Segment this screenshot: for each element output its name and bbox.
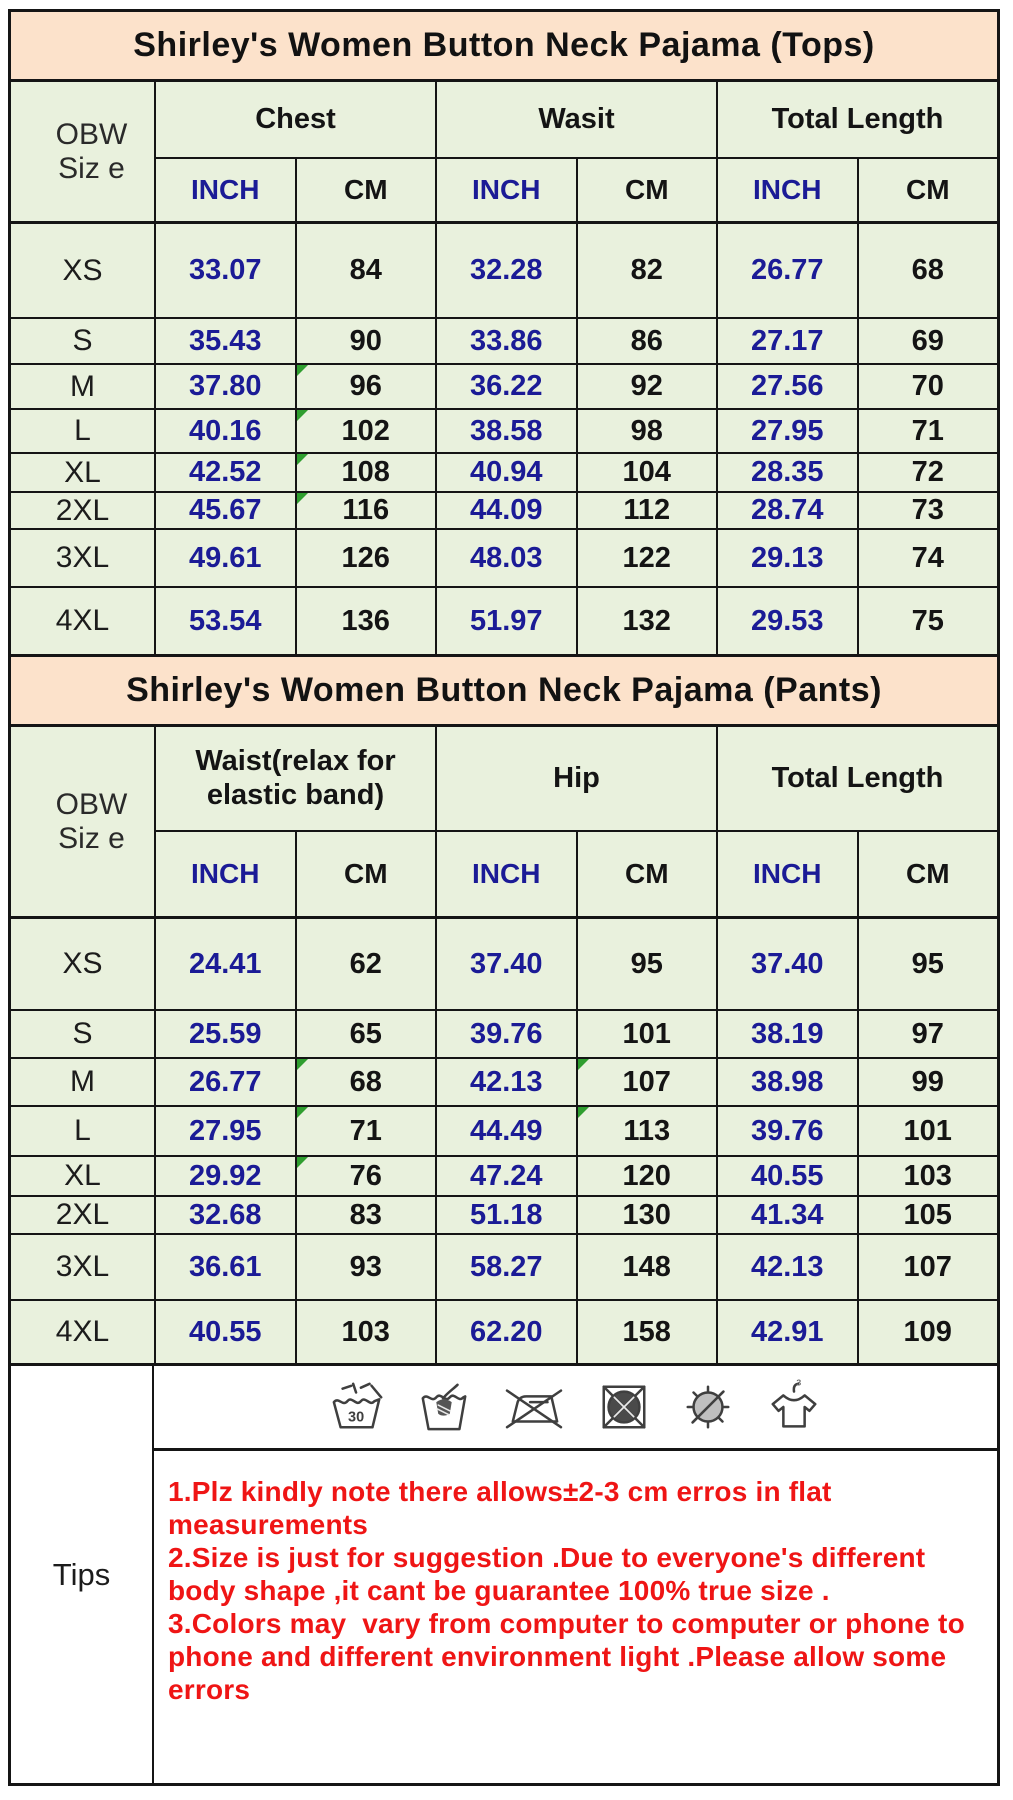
value-cell: 42.13 [435, 1059, 576, 1105]
value-cell: 44.49 [435, 1107, 576, 1155]
value-cell: 107 [857, 1235, 998, 1299]
unit-header-inch: INCH [435, 157, 576, 221]
value-cell: 122 [576, 530, 717, 586]
green-corner-flag [297, 410, 308, 421]
unit-header-cm: CM [295, 830, 436, 916]
green-corner-flag [297, 493, 308, 504]
value-cell: 73 [857, 493, 998, 528]
size-label: M [70, 1065, 95, 1098]
value-cell: 92 [576, 365, 717, 408]
unit-header-cm: CM [295, 157, 436, 221]
tips-notes [154, 1451, 997, 1783]
pants-row-2xl [11, 1197, 997, 1235]
value-cell: 107 [576, 1059, 717, 1105]
value-cell: 108 [295, 454, 436, 491]
value-cell: 58.27 [435, 1235, 576, 1299]
value-cell: 51.18 [435, 1197, 576, 1233]
value-cell: 68 [295, 1059, 436, 1105]
tips-note: 3.Colors may vary from computer to computer or phone to phone and different environment light .Please allow some errors [168, 1608, 973, 1706]
value-cell: 84 [295, 224, 436, 317]
green-corner-flag [578, 1059, 589, 1070]
tops-title: Shirley's Women Button Neck Pajama (Tops) [11, 12, 997, 82]
value-cell: 27.56 [716, 365, 857, 408]
size-chart-sheet [8, 9, 1000, 1786]
size-label: 3XL [55, 541, 110, 574]
value-cell: 38.19 [716, 1011, 857, 1057]
value-cell: 42.91 [716, 1301, 857, 1363]
hang-dry-shirt-icon [765, 1378, 823, 1436]
value-cell: 45.67 [154, 493, 295, 528]
value-cell: 53.54 [154, 588, 295, 654]
value-cell: 71 [857, 410, 998, 452]
tops-row-4xl [11, 588, 997, 657]
tops-group-waist: Wasit [435, 82, 716, 157]
value-cell: 96 [295, 365, 436, 408]
tops-group-chest: Chest [154, 82, 435, 157]
value-cell: 29.53 [716, 588, 857, 654]
pants-group-hip: Hip [435, 727, 716, 830]
size-label: XL [64, 455, 101, 489]
unit-header-cm: CM [576, 830, 717, 916]
value-cell: 27.95 [716, 410, 857, 452]
tops-header [11, 82, 997, 224]
tips-note: 1.Plz kindly note there allows±2-3 cm erros in flat measurements [168, 1476, 840, 1541]
value-cell: 42.52 [154, 454, 295, 491]
pants-group-waist: Waist(relax for elastic band) [154, 727, 435, 830]
value-cell: 33.86 [435, 319, 576, 363]
unit-header-inch: INCH [154, 157, 295, 221]
pants-row-3xl [11, 1235, 997, 1301]
value-cell: 36.22 [435, 365, 576, 408]
value-cell: 109 [857, 1301, 998, 1363]
size-header-line1: OBW [55, 787, 128, 821]
value-cell: 28.74 [716, 493, 857, 528]
size-header-line2: Siz e [58, 152, 125, 185]
value-cell: 148 [576, 1235, 717, 1299]
value-cell: 103 [295, 1301, 436, 1363]
green-corner-flag [578, 1107, 589, 1118]
size-label: 3XL [55, 1250, 110, 1283]
value-cell: 71 [295, 1107, 436, 1155]
value-cell: 48.03 [435, 530, 576, 586]
unit-header-cm: CM [857, 830, 998, 916]
value-cell: 99 [857, 1059, 998, 1105]
tops-group-total-length: Total Length [716, 82, 997, 157]
value-cell: 103 [857, 1157, 998, 1195]
value-cell: 29.13 [716, 530, 857, 586]
unit-header-inch: INCH [716, 830, 857, 916]
tips-note: 2.Size is just for suggestion .Due to everyone's different body shape ,it cant be guarantee 100% true size . [168, 1542, 934, 1607]
value-cell: 41.34 [716, 1197, 857, 1233]
size-label: S [72, 1017, 93, 1050]
value-cell: 37.40 [435, 919, 576, 1009]
value-cell: 36.61 [154, 1235, 295, 1299]
pants-row-m [11, 1059, 997, 1107]
hand-wash-basin-icon [417, 1379, 471, 1435]
tops-row-2xl [11, 493, 997, 530]
value-cell: 76 [295, 1157, 436, 1195]
value-cell: 51.97 [435, 588, 576, 654]
value-cell: 62 [295, 919, 436, 1009]
value-cell: 65 [295, 1011, 436, 1057]
unit-header-inch: INCH [435, 830, 576, 916]
pants-size-column-header [11, 727, 154, 916]
size-label: XS [62, 947, 103, 980]
green-corner-flag [297, 1059, 308, 1070]
value-cell: 86 [576, 319, 717, 363]
value-cell: 90 [295, 319, 436, 363]
pants-header [11, 727, 997, 919]
tops-row-m [11, 365, 997, 410]
value-cell: 83 [295, 1197, 436, 1233]
value-cell: 95 [857, 919, 998, 1009]
value-cell: 28.35 [716, 454, 857, 491]
value-cell: 82 [576, 224, 717, 317]
unit-header-cm: CM [576, 157, 717, 221]
value-cell: 47.24 [435, 1157, 576, 1195]
value-cell: 62.20 [435, 1301, 576, 1363]
value-cell: 97 [857, 1011, 998, 1057]
value-cell: 39.76 [716, 1107, 857, 1155]
value-cell: 40.94 [435, 454, 576, 491]
size-label: 4XL [55, 604, 110, 637]
value-cell: 33.07 [154, 224, 295, 317]
unit-header-inch: INCH [716, 157, 857, 221]
value-cell: 40.55 [716, 1157, 857, 1195]
value-cell: 104 [576, 454, 717, 491]
value-cell: 49.61 [154, 530, 295, 586]
value-cell: 95 [576, 919, 717, 1009]
value-cell: 24.41 [154, 919, 295, 1009]
value-cell: 136 [295, 588, 436, 654]
value-cell: 44.09 [435, 493, 576, 528]
value-cell: 37.80 [154, 365, 295, 408]
value-cell: 42.13 [716, 1235, 857, 1299]
value-cell: 32.28 [435, 224, 576, 317]
green-corner-flag [297, 454, 308, 465]
pants-row-4xl [11, 1301, 997, 1366]
size-label: 2XL [55, 493, 110, 527]
size-label: 4XL [55, 1315, 110, 1348]
size-label: 2XL [55, 1198, 110, 1231]
value-cell: 126 [295, 530, 436, 586]
pants-title: Shirley's Women Button Neck Pajama (Pants) [11, 657, 997, 727]
size-header-line1: OBW [55, 117, 128, 151]
value-cell: 39.76 [435, 1011, 576, 1057]
value-cell: 93 [295, 1235, 436, 1299]
value-cell: 101 [576, 1011, 717, 1057]
tops-row-xl [11, 454, 997, 493]
value-cell: 38.58 [435, 410, 576, 452]
value-cell: 105 [857, 1197, 998, 1233]
tops-row-s [11, 319, 997, 365]
value-cell: 102 [295, 410, 436, 452]
value-cell: 158 [576, 1301, 717, 1363]
value-cell: 26.77 [716, 224, 857, 317]
value-cell: 32.68 [154, 1197, 295, 1233]
value-cell: 98 [576, 410, 717, 452]
size-header-line2: Siz e [58, 822, 125, 855]
tops-size-column-header [11, 82, 154, 221]
value-cell: 74 [857, 530, 998, 586]
value-cell: 27.17 [716, 319, 857, 363]
green-corner-flag [297, 1157, 308, 1168]
value-cell: 27.95 [154, 1107, 295, 1155]
value-cell: 113 [576, 1107, 717, 1155]
value-cell: 69 [857, 319, 998, 363]
do-not-sun-dry-icon [681, 1380, 735, 1434]
green-corner-flag [297, 1107, 308, 1118]
value-cell: 35.43 [154, 319, 295, 363]
size-label: L [74, 414, 91, 447]
pants-group-total-length: Total Length [716, 727, 997, 830]
value-cell: 37.40 [716, 919, 857, 1009]
handwash-30-icon [329, 1379, 387, 1435]
care-icons-row [154, 1366, 997, 1451]
value-cell: 40.16 [154, 410, 295, 452]
value-cell: 101 [857, 1107, 998, 1155]
do-not-tumble-dry-icon [597, 1380, 651, 1434]
svg-text:3: 3 [795, 1378, 801, 1388]
tops-table-body [11, 224, 997, 657]
value-cell: 70 [857, 365, 998, 408]
value-cell: 112 [576, 493, 717, 528]
size-label: S [72, 324, 93, 357]
size-label: XL [64, 1159, 101, 1192]
value-cell: 38.98 [716, 1059, 857, 1105]
tops-row-l [11, 410, 997, 454]
size-label: M [70, 369, 95, 403]
value-cell: 68 [857, 224, 998, 317]
pants-table-body [11, 919, 997, 1366]
value-cell: 25.59 [154, 1011, 295, 1057]
svg-text:30: 30 [347, 1409, 364, 1426]
tops-row-3xl [11, 530, 997, 588]
tips-section [11, 1366, 997, 1783]
tips-label: Tips [11, 1366, 154, 1783]
value-cell: 29.92 [154, 1157, 295, 1195]
pants-row-s [11, 1011, 997, 1059]
pants-row-l [11, 1107, 997, 1157]
value-cell: 130 [576, 1197, 717, 1233]
value-cell: 72 [857, 454, 998, 491]
do-not-iron-icon [501, 1381, 567, 1433]
unit-header-inch: INCH [154, 830, 295, 916]
value-cell: 40.55 [154, 1301, 295, 1363]
value-cell: 132 [576, 588, 717, 654]
green-corner-flag [297, 365, 308, 376]
pants-row-xs [11, 919, 997, 1011]
unit-header-cm: CM [857, 157, 998, 221]
size-label: L [74, 1114, 91, 1147]
value-cell: 116 [295, 493, 436, 528]
value-cell: 26.77 [154, 1059, 295, 1105]
tops-row-xs [11, 224, 997, 319]
value-cell: 120 [576, 1157, 717, 1195]
value-cell: 75 [857, 588, 998, 654]
size-label: XS [62, 253, 103, 287]
pants-row-xl [11, 1157, 997, 1197]
